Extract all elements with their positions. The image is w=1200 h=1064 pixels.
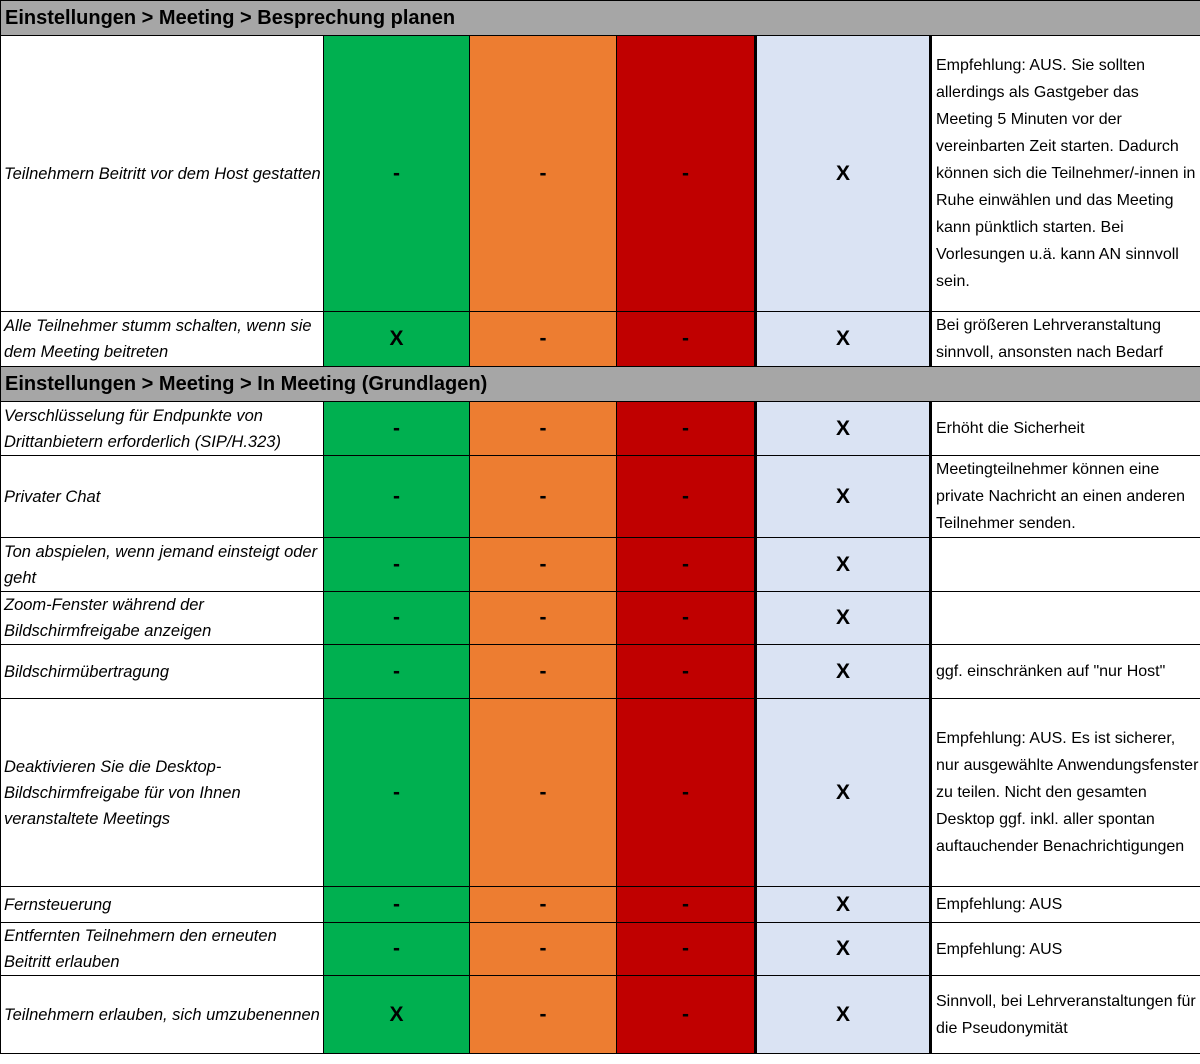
recommended-cell: X xyxy=(756,699,931,887)
green-cell: - xyxy=(324,923,470,976)
red-cell: - xyxy=(617,592,756,645)
orange-cell: - xyxy=(470,312,617,367)
recommended-cell: X xyxy=(756,36,931,312)
recommended-cell: X xyxy=(756,592,931,645)
table-row xyxy=(1,592,1200,645)
table-row xyxy=(1,887,1200,923)
table-row xyxy=(1,456,1200,538)
section-header xyxy=(1,1,1200,36)
setting-label: Fernsteuerung xyxy=(1,887,324,923)
orange-cell: - xyxy=(470,538,617,592)
setting-label: Bildschirmübertragung xyxy=(1,645,324,699)
green-cell: - xyxy=(324,402,470,456)
section-header xyxy=(1,367,1200,402)
recommended-cell: X xyxy=(756,312,931,367)
note-cell xyxy=(931,538,1200,592)
green-cell: - xyxy=(324,456,470,538)
orange-cell: - xyxy=(470,976,617,1054)
section-title: Einstellungen > Meeting > Besprechung planen xyxy=(1,1,1200,36)
green-cell: - xyxy=(324,887,470,923)
orange-cell: - xyxy=(470,36,617,312)
note-cell: Empfehlung: AUS. Sie sollten allerdings als Gastgeber das Meeting 5 Minuten vor der vereinbarten Zeit starten. Dadurch können sich die Teilnehmer/-innen in Ruhe einwählen und das Meeting kann pünktlich starten. Bei Vorlesungen u.ä. kann AN sinnvoll sein. xyxy=(931,36,1200,312)
setting-label: Ton abspielen, wenn jemand einsteigt oder geht xyxy=(1,538,324,592)
orange-cell: - xyxy=(470,402,617,456)
red-cell: - xyxy=(617,923,756,976)
orange-cell: - xyxy=(470,699,617,887)
recommended-cell: X xyxy=(756,402,931,456)
note-cell: Empfehlung: AUS. Es ist sicherer, nur ausgewählte Anwendungsfenster zu teilen. Nicht den gesamten Desktop ggf. inkl. aller spontan auftauchender Benachrichtigungen xyxy=(931,699,1200,887)
recommended-cell: X xyxy=(756,887,931,923)
recommended-cell: X xyxy=(756,976,931,1054)
setting-label: Teilnehmern erlauben, sich umzubenennen xyxy=(1,976,324,1054)
orange-cell: - xyxy=(470,592,617,645)
orange-cell: - xyxy=(470,923,617,976)
orange-cell: - xyxy=(470,645,617,699)
red-cell: - xyxy=(617,312,756,367)
red-cell: - xyxy=(617,645,756,699)
setting-label: Zoom-Fenster während der Bildschirmfreigabe anzeigen xyxy=(1,592,324,645)
note-cell: Meetingteilnehmer können eine private Nachricht an einen anderen Teilnehmer senden. xyxy=(931,456,1200,538)
table-row xyxy=(1,645,1200,699)
setting-label: Verschlüsselung für Endpunkte von Drittanbietern erforderlich (SIP/H.323) xyxy=(1,402,324,456)
note-cell: ggf. einschränken auf "nur Host" xyxy=(931,645,1200,699)
table-row xyxy=(1,538,1200,592)
note-cell xyxy=(931,592,1200,645)
section-title: Einstellungen > Meeting > In Meeting (Grundlagen) xyxy=(1,367,1200,402)
red-cell: - xyxy=(617,976,756,1054)
table-row xyxy=(1,402,1200,456)
green-cell: - xyxy=(324,645,470,699)
note-cell: Bei größeren Lehrveranstaltung sinnvoll, ansonsten nach Bedarf xyxy=(931,312,1200,367)
green-cell: X xyxy=(324,976,470,1054)
setting-label: Alle Teilnehmer stumm schalten, wenn sie dem Meeting beitreten xyxy=(1,312,324,367)
note-cell: Erhöht die Sicherheit xyxy=(931,402,1200,456)
green-cell: X xyxy=(324,312,470,367)
green-cell: - xyxy=(324,538,470,592)
setting-label: Teilnehmern Beitritt vor dem Host gestatten xyxy=(1,36,324,312)
table-row xyxy=(1,923,1200,976)
orange-cell: - xyxy=(470,887,617,923)
note-cell: Sinnvoll, bei Lehrveranstaltungen für die Pseudonymität xyxy=(931,976,1200,1054)
setting-label: Deaktivieren Sie die Desktop-Bildschirmfreigabe für von Ihnen veranstaltete Meetings xyxy=(1,699,324,887)
recommended-cell: X xyxy=(756,645,931,699)
red-cell: - xyxy=(617,538,756,592)
table-row xyxy=(1,36,1200,312)
setting-label: Entfernten Teilnehmern den erneuten Beitritt erlauben xyxy=(1,923,324,976)
orange-cell: - xyxy=(470,456,617,538)
recommended-cell: X xyxy=(756,923,931,976)
setting-label: Privater Chat xyxy=(1,456,324,538)
red-cell: - xyxy=(617,456,756,538)
red-cell: - xyxy=(617,887,756,923)
table-row xyxy=(1,699,1200,887)
note-cell: Empfehlung: AUS xyxy=(931,887,1200,923)
red-cell: - xyxy=(617,699,756,887)
note-cell: Empfehlung: AUS xyxy=(931,923,1200,976)
table-row xyxy=(1,976,1200,1054)
green-cell: - xyxy=(324,36,470,312)
table-row xyxy=(1,312,1200,367)
green-cell: - xyxy=(324,592,470,645)
green-cell: - xyxy=(324,699,470,887)
recommended-cell: X xyxy=(756,456,931,538)
recommended-cell: X xyxy=(756,538,931,592)
red-cell: - xyxy=(617,402,756,456)
red-cell: - xyxy=(617,36,756,312)
